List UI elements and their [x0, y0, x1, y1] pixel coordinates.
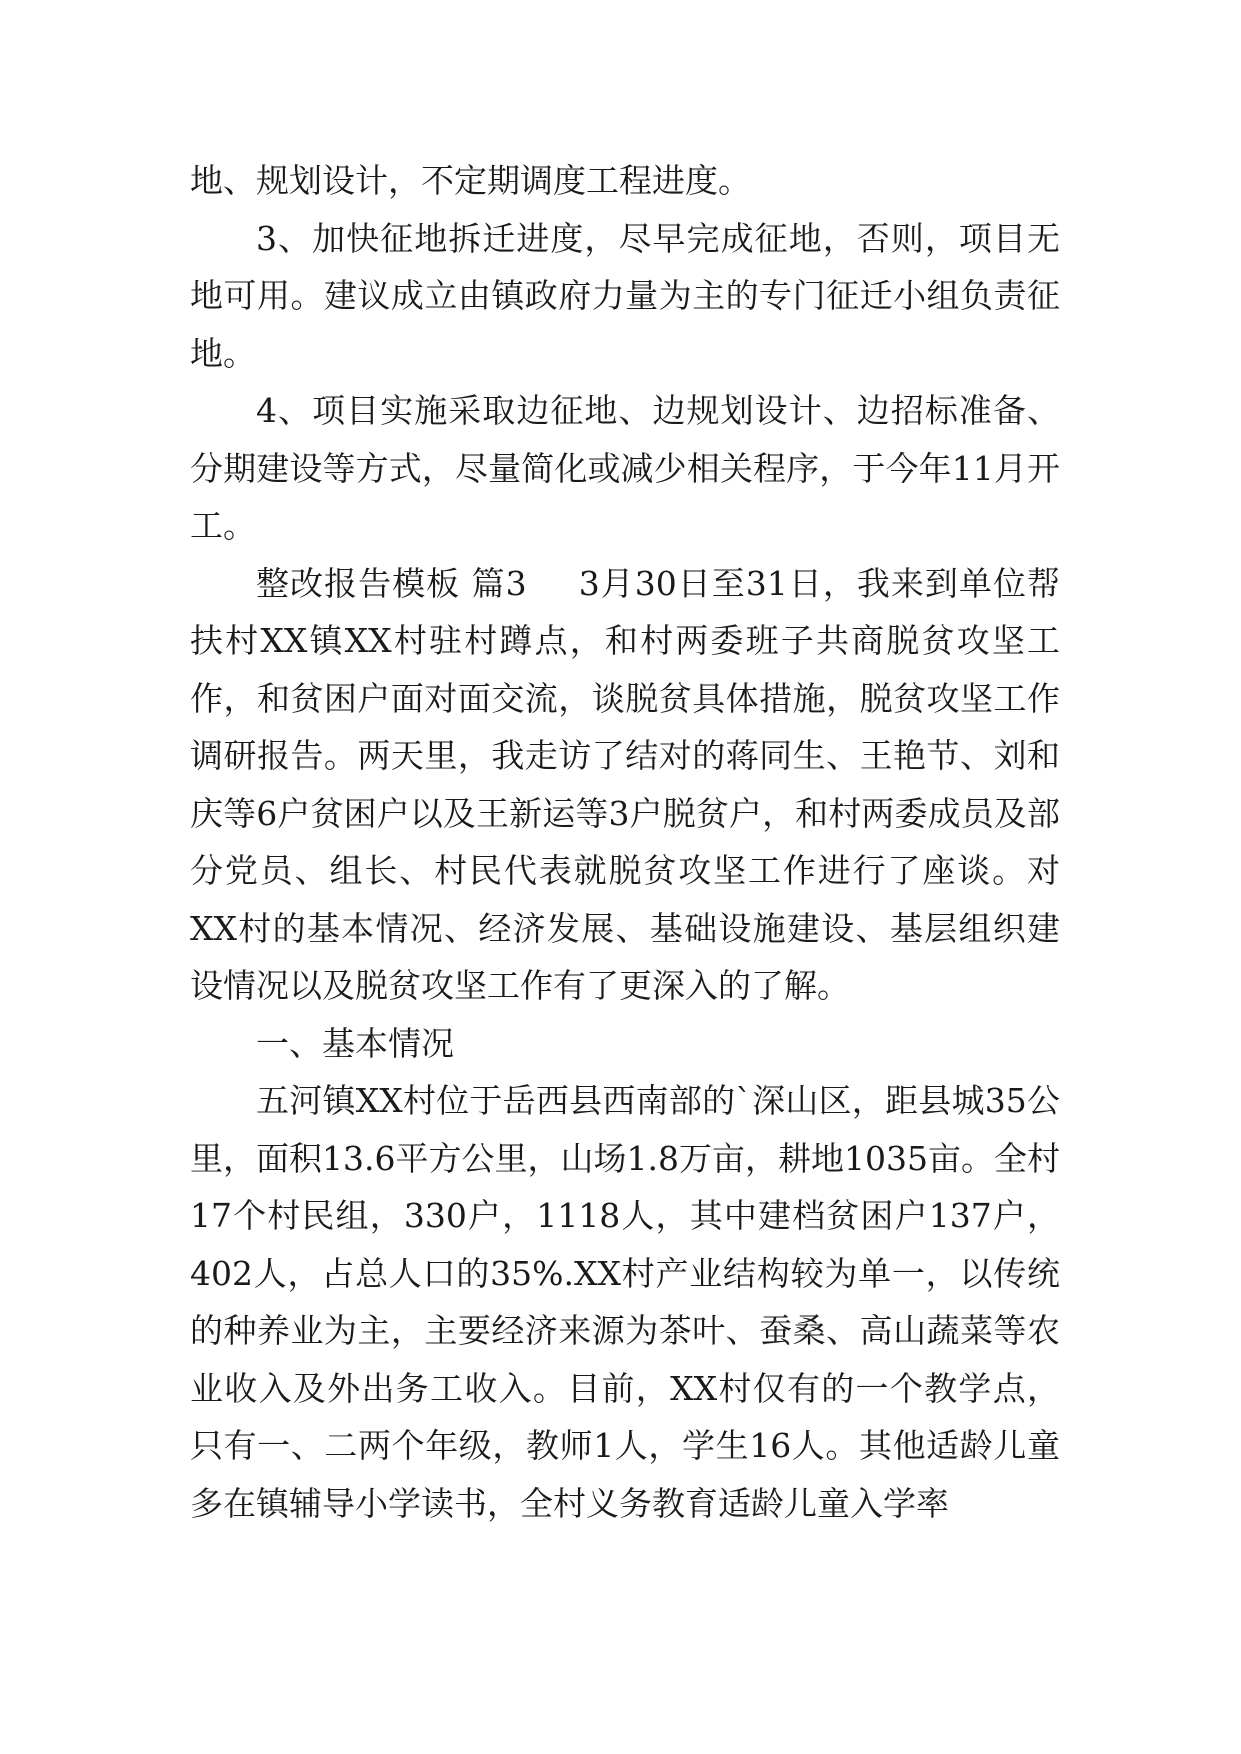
document-body [190, 152, 1060, 1532]
section-body: 3月30日至31日，我来到单位帮扶村XX镇XX村驻村蹲点，和村两委班子共商脱贫攻坚工作，和贫困户面对面交流，谈脱贫具体措施，脱贫攻坚工作调研报告。两天里，我走访了结对的蒋同生、王艳节、刘和庆等6户贫困户以及王新运等3户脱贫户，和村两委成员及部分党员、组长、村民代表就脱贫攻坚工作进行了座谈。对XX村的基本情况、经济发展、基础设施建设、基层组织建设情况以及脱贫攻坚工作有了更深入的了解。 [190, 563, 1060, 1005]
heading-basic-situation: 一、基本情况 [256, 1023, 454, 1063]
paragraph-continuation: 地、规划设计，不定期调度工程进度。 [190, 161, 751, 200]
paragraph-basic-situation: 五河镇XX村位于岳西县西南部的`深山区，距县城35公里，面积13.6平方公里，山场1.8万亩，耕地1035亩。全村17个村民组，330户，1118人，其中建档贫困户137户，402人，占总人口的35%.XX村产业结构较为单一，以传统的种养业为主，主要经济来源为茶叶、蚕桑、高山蔬菜等农业收入及外出务工收入。目前，XX村仅有的一个教学点，只有一、二两个年级，教师1人，学生16人。其他适龄儿童多在镇辅导小学读书，全村义务教育适龄儿童入学率 [190, 1081, 1060, 1523]
paragraph-item-4: 4、项目实施采取边征地、边规划设计、边招标准备、分期建设等方式，尽量简化或减少相关程序，于今年11月开工。 [190, 391, 1060, 545]
section-title: 整改报告模板 篇3 [256, 563, 527, 603]
paragraph-item-3: 3、加快征地拆迁进度，尽早完成征地，否则，项目无地可用。建议成立由镇政府力量为主的专门征迁小组负责征地。 [190, 218, 1060, 373]
paragraph-section-3 [190, 555, 1060, 1015]
